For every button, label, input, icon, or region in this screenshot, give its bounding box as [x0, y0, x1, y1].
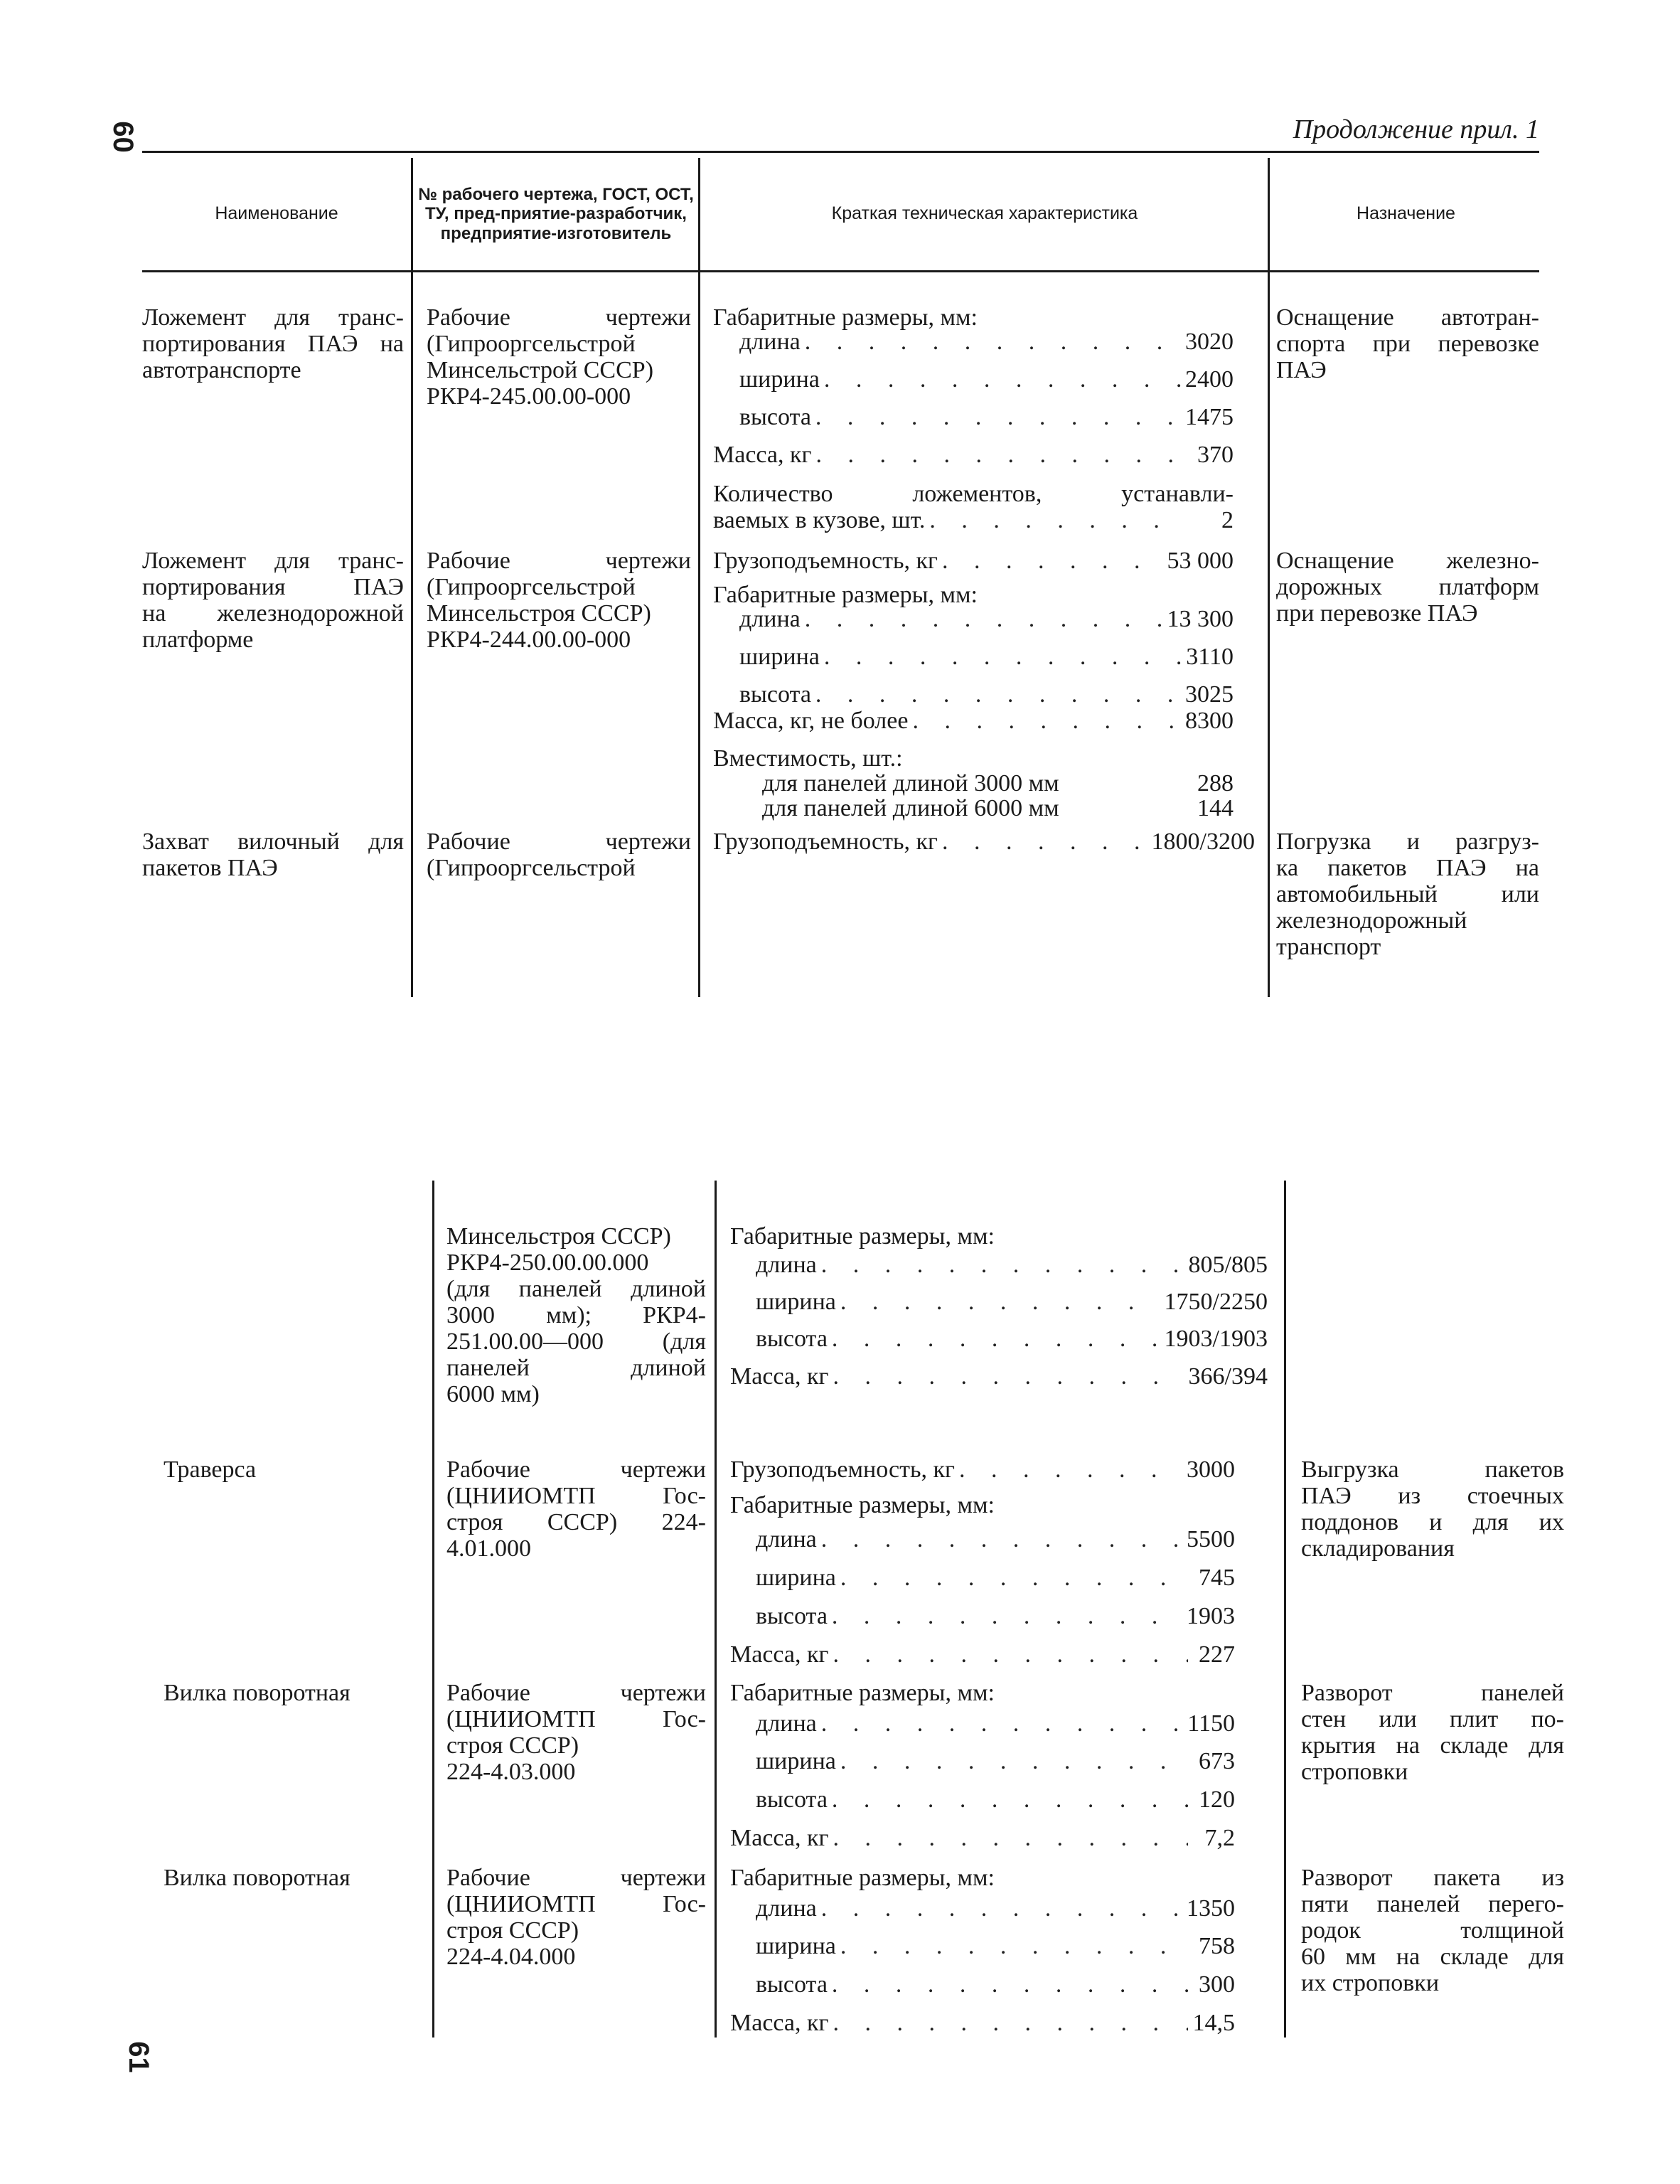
text-line: 224-4.03.000 [446, 1759, 576, 1785]
spec-label: ширина [756, 1565, 836, 1591]
spec-label: ширина [756, 1933, 836, 1959]
spec-row [762, 770, 1234, 797]
spec-label: длина [739, 606, 801, 632]
text-line: на железнодорожной [142, 600, 404, 627]
header-drawing: № рабочего чертежа, ГОСТ, ОСТ, ТУ, пред-приятие-разработчик, предприятие-изготовитель [418, 184, 694, 243]
spec-row [713, 507, 1234, 533]
spec-label: длина [756, 1252, 817, 1278]
leader-dots [824, 366, 1181, 393]
spec-value: 370 [1197, 442, 1234, 468]
leader-dots [929, 507, 1187, 533]
text-line: их строповки [1301, 1970, 1440, 1996]
text-line: (для панелей длиной [446, 1276, 706, 1302]
text-line: транспорт [1276, 934, 1381, 960]
leader-dots [833, 1825, 1188, 1851]
text-line: 251.00.00—000 (для [446, 1328, 706, 1355]
spec-value: 14,5 [1192, 2010, 1235, 2036]
leader-dots [821, 1710, 1184, 1737]
spec-label: Масса, кг [730, 1641, 829, 1668]
spec-value: 13 300 [1167, 606, 1234, 632]
text-line: Рабочие чертежи [427, 548, 691, 574]
item-drawing [446, 1680, 706, 1785]
spec-row [756, 1710, 1235, 1737]
spec-row [756, 1565, 1235, 1591]
leader-dots [833, 1641, 1188, 1668]
spec-value: 1800/3200 [1151, 829, 1255, 855]
spec-value: 3000 [1187, 1456, 1235, 1483]
spec-value: 1350 [1187, 1895, 1235, 1922]
text-line: крытия на складе для [1301, 1732, 1564, 1759]
text-line: (ЦНИИОМТП Гос- [446, 1891, 706, 1917]
spec-value: 53 000 [1167, 548, 1234, 574]
spec-value: 745 [1199, 1565, 1235, 1591]
leader-dots [840, 1748, 1188, 1774]
leader-dots [942, 548, 1163, 574]
leader-dots [824, 644, 1182, 670]
leader-dots [815, 442, 1187, 468]
spec-row [713, 548, 1234, 574]
header-name: Наименование [215, 203, 338, 223]
item-purpose [1301, 1865, 1564, 1996]
spec-row [739, 644, 1234, 670]
text-line: Минсельстрой СССР) [427, 357, 654, 383]
spec-row [756, 1326, 1268, 1352]
text-line: ПАЭ [1276, 357, 1327, 383]
item-name: Траверса [164, 1456, 257, 1483]
text-line: Рабочие чертежи [446, 1456, 706, 1483]
spec-row [730, 1363, 1268, 1390]
text-line: (Гипрооргсельстрой [427, 574, 636, 600]
leader-dots [840, 1289, 1160, 1315]
leader-dots [840, 1933, 1188, 1959]
spec-heading: Габаритные размеры, мм: [713, 304, 978, 331]
spec-label: высота [756, 1603, 828, 1629]
text-line: Рабочие чертежи [446, 1680, 706, 1706]
spec-row [762, 795, 1234, 821]
item-purpose [1276, 548, 1539, 627]
spec-heading: Габаритные размеры, мм: [730, 1223, 995, 1250]
spec-value: 7,2 [1204, 1825, 1235, 1851]
text-line: строя СССР) [446, 1917, 579, 1944]
text-line: поддонов и для их [1301, 1509, 1564, 1535]
spec-value: 2 [1221, 507, 1234, 533]
text-line: Рабочие чертежи [427, 829, 691, 855]
spec-label: ваемых в кузове, шт. [713, 507, 926, 533]
spec-label: длина [756, 1710, 817, 1737]
text-line: Ложемент для транс- [142, 548, 404, 574]
item-name [142, 304, 404, 383]
leader-dots [805, 329, 1181, 355]
column-divider-2 [715, 1181, 717, 2037]
leader-dots [959, 1456, 1182, 1483]
spec-value: 8300 [1185, 708, 1234, 734]
spec-row [756, 1526, 1235, 1552]
text-line: строповки [1301, 1759, 1408, 1785]
spec-label: длина [756, 1526, 817, 1552]
leader-dots [912, 708, 1181, 734]
spec-label: Масса, кг [730, 2010, 829, 2036]
spec-value: 3020 [1185, 329, 1234, 355]
header-spec: Краткая техническая характеристика [831, 203, 1138, 223]
text-line: спорта при перевозке [1276, 331, 1539, 357]
continuation-title: Продолжение прил. 1 [1293, 114, 1539, 144]
text-line: платформе [142, 627, 254, 653]
spec-label: высота [739, 681, 811, 708]
spec-heading: Габаритные размеры, мм: [713, 582, 978, 608]
text-line: Ложемент для транс- [142, 304, 404, 331]
leader-dots [815, 681, 1181, 708]
spec-value: 288 [1197, 770, 1234, 797]
spec-row [739, 606, 1234, 632]
spec-row [730, 1456, 1235, 1483]
text-line: строя СССР) 224- [446, 1509, 706, 1535]
text-line: ка пакетов ПАЭ на [1276, 855, 1539, 881]
spec-label: ширина [756, 1748, 836, 1774]
spec-row [756, 1895, 1235, 1922]
text-line: Количество ложементов, устанавли- [713, 481, 1234, 507]
column-divider-3 [1284, 1181, 1286, 2037]
leader-dots [832, 1603, 1182, 1629]
spec-label: для панелей длиной 3000 мм [762, 770, 1059, 797]
spec-value: 1150 [1187, 1710, 1235, 1737]
text-line: 3000 мм); РКР4- [446, 1302, 706, 1328]
spec-heading: Вместимость, шт.: [713, 745, 903, 772]
leader-dots [815, 404, 1181, 430]
text-line: пакетов ПАЭ [142, 855, 278, 881]
leader-dots [821, 1526, 1182, 1552]
leader-dots [840, 1565, 1188, 1591]
text-line: 224-4.04.000 [446, 1944, 576, 1970]
leader-dots [832, 1971, 1188, 1998]
spec-row [756, 1748, 1235, 1774]
spec-value: 227 [1199, 1641, 1235, 1668]
spec-value: 1903/1903 [1164, 1326, 1268, 1352]
spec-value: 2400 [1185, 366, 1234, 393]
item-drawing [446, 1223, 706, 1407]
text-line: Оснащение автотран- [1276, 304, 1539, 331]
text-line: РКР4-250.00.00.000 [446, 1250, 649, 1276]
text-line: Захват вилочный для [142, 829, 404, 855]
page-number-bottom: 61 [122, 2041, 154, 2073]
leader-dots [805, 606, 1163, 632]
column-divider-1 [411, 158, 413, 997]
spec-row [730, 2010, 1235, 2036]
text-line: родок толщиной [1301, 1917, 1564, 1944]
text-line: автотранспорте [142, 357, 301, 383]
column-divider-3 [1268, 158, 1270, 997]
spec-label: Масса, кг [713, 442, 812, 468]
item-purpose [1276, 829, 1539, 960]
spec-row [756, 1786, 1235, 1813]
text-line: пяти панелей перего- [1301, 1891, 1564, 1917]
item-purpose [1301, 1456, 1564, 1562]
item-drawing [427, 548, 691, 653]
text-line: Разворот панелей [1301, 1680, 1564, 1706]
spec-row [756, 1933, 1235, 1959]
column-divider-1 [432, 1181, 434, 2037]
item-name: Вилка поворотная [164, 1680, 351, 1706]
spec-label: длина [756, 1895, 817, 1922]
spec-row [730, 1825, 1235, 1851]
spec-value: 120 [1199, 1786, 1235, 1813]
spec-row [756, 1603, 1235, 1629]
spec-row [739, 366, 1234, 393]
spec-value: 5500 [1187, 1526, 1235, 1552]
item-drawing [427, 304, 691, 410]
spec-label: ширина [739, 644, 820, 670]
spec-label: ширина [756, 1289, 836, 1315]
item-drawing [427, 829, 691, 881]
text-line: (ЦНИИОМТП Гос- [446, 1706, 706, 1732]
text-line: (Гипрооргсельстрой [427, 331, 636, 357]
item-drawing [446, 1865, 706, 1970]
text-line: Выгрузка пакетов [1301, 1456, 1564, 1483]
text-line: Рабочие чертежи [446, 1865, 706, 1891]
text-line: Минсельстроя СССР) [446, 1223, 671, 1250]
spec-row [756, 1971, 1235, 1998]
header-bottom-rule [142, 270, 1539, 272]
page-number-top: 60 [107, 121, 139, 153]
spec-heading: Габаритные размеры, мм: [730, 1492, 995, 1518]
spec-label: ширина [739, 366, 820, 393]
text-line: (Гипрооргсельстрой [427, 855, 636, 881]
spec-label: Грузоподъемность, кг [713, 829, 938, 855]
spec-value: 758 [1199, 1933, 1235, 1959]
spec-value: 3025 [1185, 681, 1234, 708]
leader-dots [821, 1895, 1182, 1922]
spec-heading: Габаритные размеры, мм: [730, 1680, 995, 1706]
text-line: Рабочие чертежи [427, 304, 691, 331]
text-line: Погрузка и разгруз- [1276, 829, 1539, 855]
table-top-rule [142, 151, 1539, 153]
spec-label: высота [756, 1786, 828, 1813]
leader-dots [833, 1363, 1184, 1390]
spec-label: Масса, кг [730, 1825, 829, 1851]
spec-row [739, 404, 1234, 430]
text-line: ПАЭ из стоечных [1301, 1483, 1564, 1509]
spec-row [739, 681, 1234, 708]
leader-dots [832, 1786, 1188, 1813]
text-line: складирования [1301, 1535, 1455, 1562]
spec-value: 144 [1197, 795, 1234, 821]
text-line: 4.01.000 [446, 1535, 531, 1562]
spec-value: 300 [1199, 1971, 1235, 1998]
leader-dots [821, 1252, 1184, 1278]
spec-row [756, 1252, 1268, 1278]
text-line: стен или плит по- [1301, 1706, 1564, 1732]
spec-row [713, 829, 1255, 855]
spec-label: Грузоподъемность, кг [713, 548, 938, 574]
spec-label: высота [756, 1326, 828, 1352]
text-line: строя СССР) [446, 1732, 579, 1759]
text-line: (ЦНИИОМТП Гос- [446, 1483, 706, 1509]
spec-label: длина [739, 329, 801, 355]
item-drawing [446, 1456, 706, 1562]
text-line: РКР4-244.00.00-000 [427, 627, 631, 653]
text-line: при перевозке ПАЭ [1276, 600, 1478, 627]
text-line: автомобильный или [1276, 881, 1539, 907]
text-line: панелей длиной [446, 1355, 706, 1381]
spec-label: высота [739, 404, 811, 430]
text-line: 60 мм на складе для [1301, 1944, 1564, 1970]
column-divider-2 [698, 158, 700, 997]
header-purpose: Назначение [1357, 203, 1455, 223]
spec-value: 1903 [1187, 1603, 1235, 1629]
text-line: дорожных платформ [1276, 574, 1539, 600]
spec-extra [713, 481, 1234, 507]
spec-row [756, 1289, 1268, 1315]
spec-value: 366/394 [1188, 1363, 1268, 1390]
item-name [142, 829, 404, 881]
spec-row [713, 708, 1234, 734]
spec-row [730, 1641, 1235, 1668]
leader-dots [832, 1326, 1160, 1352]
spec-value: 673 [1199, 1748, 1235, 1774]
text-line: портирования ПАЭ на [142, 331, 404, 357]
item-name: Вилка поворотная [164, 1865, 351, 1891]
text-line: Разворот пакета из [1301, 1865, 1564, 1891]
item-name [142, 548, 404, 653]
text-line: Оснащение железно- [1276, 548, 1539, 574]
spec-value: 3110 [1186, 644, 1234, 670]
text-line: Минсельстроя СССР) [427, 600, 651, 627]
text-line: 6000 мм) [446, 1381, 540, 1407]
spec-label: высота [756, 1971, 828, 1998]
leader-dots [833, 2010, 1188, 2036]
spec-heading: Габаритные размеры, мм: [730, 1865, 995, 1891]
spec-row [713, 442, 1234, 468]
text-line: РКР4-245.00.00-000 [427, 383, 631, 410]
leader-dots [942, 829, 1147, 855]
spec-row [739, 329, 1234, 355]
spec-label: для панелей длиной 6000 мм [762, 795, 1059, 821]
item-purpose [1301, 1680, 1564, 1785]
text-line: железнодорожный [1276, 907, 1467, 934]
item-purpose [1276, 304, 1539, 383]
spec-label: Масса, кг [730, 1363, 829, 1390]
spec-label: Грузоподъемность, кг [730, 1456, 955, 1483]
spec-value: 1475 [1185, 404, 1234, 430]
spec-value: 1750/2250 [1164, 1289, 1268, 1315]
spec-value: 805/805 [1188, 1252, 1268, 1278]
spec-label: Масса, кг, не более [713, 708, 909, 734]
text-line: портирования ПАЭ [142, 574, 404, 600]
